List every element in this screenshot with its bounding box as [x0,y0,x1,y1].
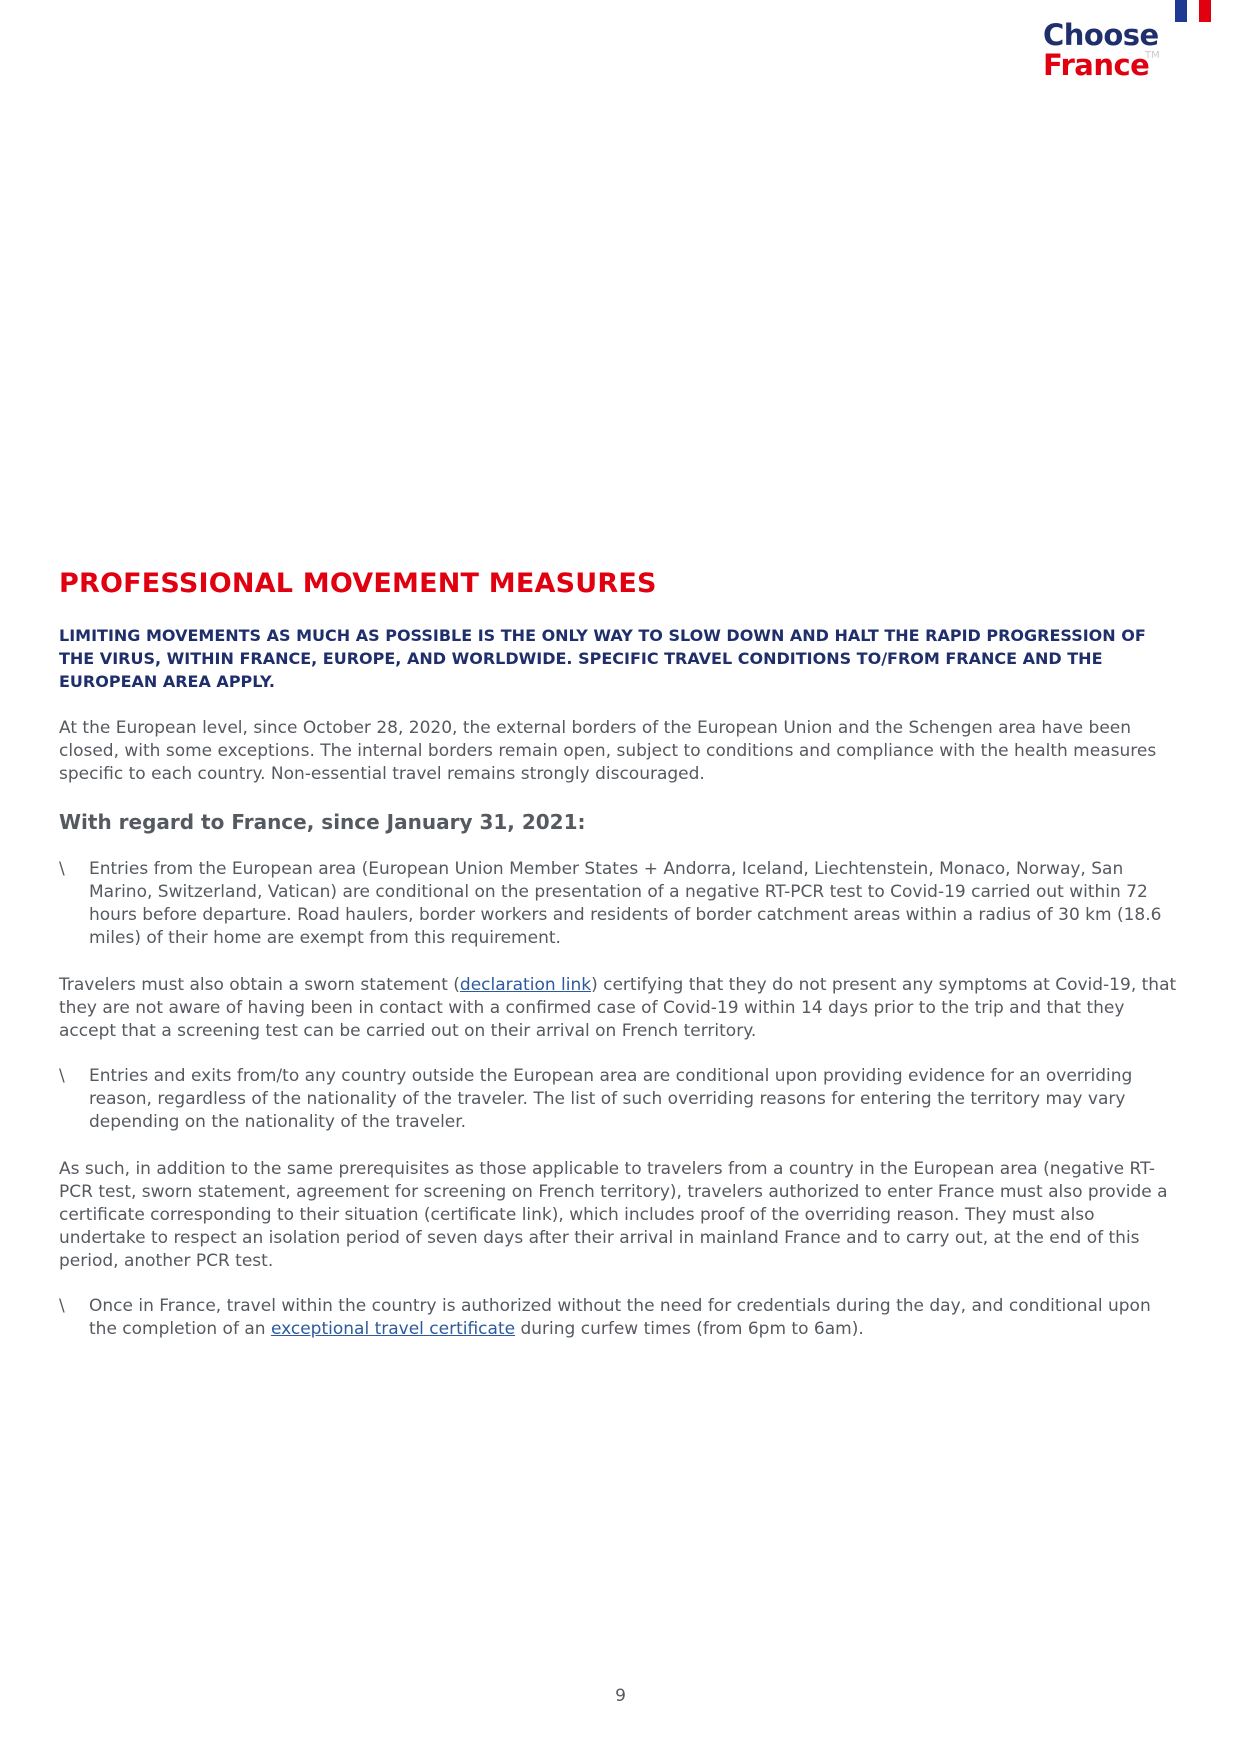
sworn-statement-paragraph [59,974,1183,1043]
bullet-text-end: during curfew times (from 6pm to 6am). [515,1319,864,1339]
bullet-european-area-entries [59,858,1183,950]
bullet-marker: \ [59,1296,65,1316]
paragraph-text: Travelers must also obtain a sworn statement ( [59,975,460,995]
flag-blue-stripe [1175,0,1187,22]
logo-france-text: France [1043,48,1150,82]
main-content [59,566,1183,1341]
bullet-text: Entries from the European area (European Union Member States + Andorra, Iceland, Liechtenstein, Monaco, Norway, San Marino, Switzerland, Vatican) are conditional on the presentation of a negative RT-PCR test to Covid-19 carried out within 72 hours before departure. Road haulers, border workers and residents of border catchment areas within a radius of 30 km (18.6 miles) of their home are exempt from this requirement. [89,859,1162,948]
france-subheading: With regard to France, since January 31, 2021: [59,810,586,834]
logo-choose-text: Choose [1043,18,1159,52]
declaration-link[interactable]: declaration link [459,975,592,995]
french-flag-icon [1175,0,1211,22]
flag-red-stripe [1199,0,1211,22]
bullet-marker: \ [59,1066,65,1086]
bullet-text-start: Once in France, travel within the country is authorized without the need for credentials during the day, and conditional upon the completion of an [89,1296,1151,1339]
bullet-text: Entries and exits from/to any country outside the European area are conditional upon providing evidence for an overriding reason, regardless of the nationality of the traveler. The list of such overriding reasons for entering the territory may vary depending on the nationality of the traveler. [89,1066,1133,1132]
bullet-marker: \ [59,859,65,879]
section-title: PROFESSIONAL MOVEMENT MEASURES [59,568,657,599]
choose-france-logo [1043,18,1173,84]
prerequisites-paragraph: As such, in addition to the same prerequisites as those applicable to travelers from a country in the European area (negative RT-PCR test, sworn statement, agreement for screening on French territory), travelers authorized to enter France must also provide a certificate corresponding to their situation (certificate link), which includes proof of the overriding reason. They must also undertake to respect an isolation period of seven days after their arrival in mainland France and to carry out, at the end of this period, another PCR test. [59,1159,1168,1271]
intro-statement: LIMITING MOVEMENTS AS MUCH AS POSSIBLE IS THE ONLY WAY TO SLOW DOWN AND HALT THE RAPID PROGRESSION OF THE VIRUS, WITHIN FRANCE, EUROPE, AND WORLDWIDE. SPECIFIC TRAVEL CONDITIONS TO/FROM FRANCE AND THE EUROPEAN AREA APPLY. [59,626,1146,691]
flag-white-stripe [1187,0,1199,22]
bullet-text [89,1296,1151,1339]
logo-trademark: TM [1145,50,1160,61]
exceptional-travel-certificate-link[interactable]: exceptional travel certificate [270,1319,516,1339]
paragraph-text: ) certifying that they do not present any symptoms at Covid-19, that they are not aware of having been in contact with a confirmed case of Covid-19 within 14 days prior to the trip and that they accept that a screening test can be carried out on their arrival on French territory. [59,975,1177,1041]
european-level-paragraph: At the European level, since October 28, 2020, the external borders of the European Union and the Schengen area have been closed, with some exceptions. The internal borders remain open, subject to conditions and compliance with the health measures specific to each country. Non-essential travel remains strongly discouraged. [59,718,1157,784]
bullet-travel-within-france [59,1295,1183,1341]
bullet-outside-european-area [59,1065,1183,1134]
page-number: 9 [615,1686,626,1706]
